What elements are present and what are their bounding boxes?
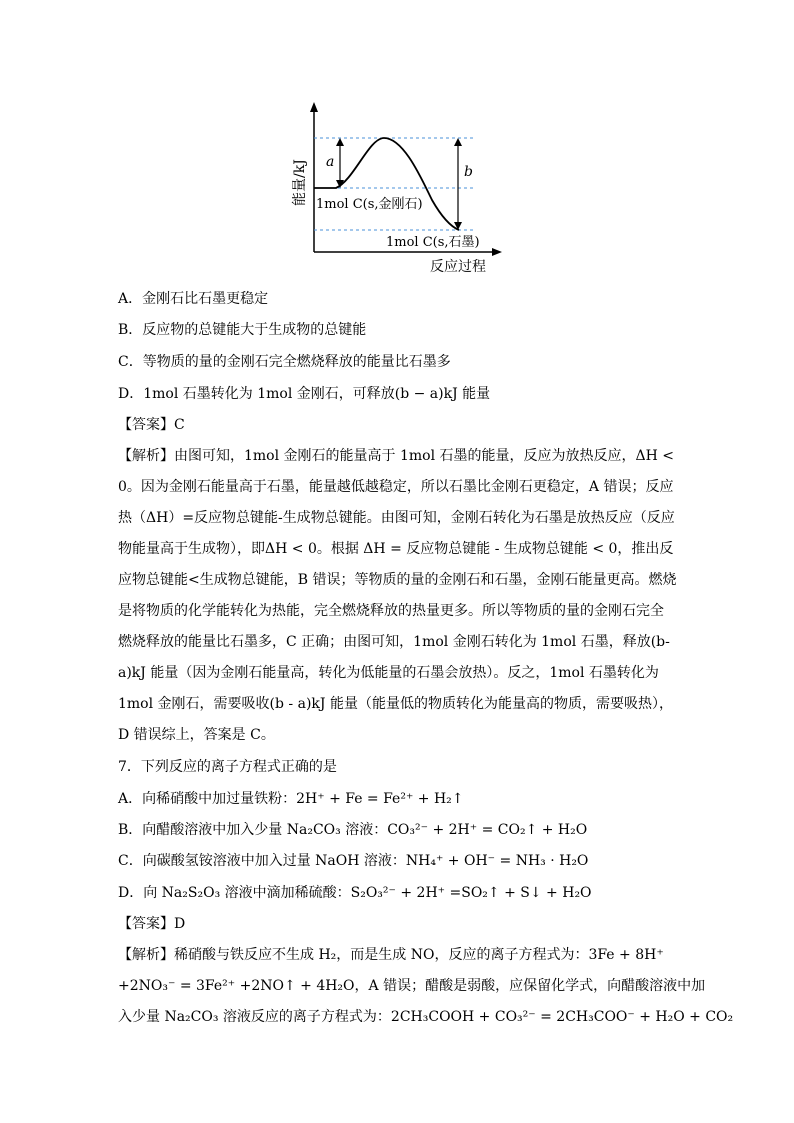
analysis-line: 物能量高于生成物），即ΔH < 0。根据 ΔH = 反应物总键能 - 生成物总键能 < 0，推出反 bbox=[118, 541, 674, 557]
arrow-b-head-top bbox=[454, 138, 462, 146]
reaction-curve bbox=[314, 138, 459, 230]
analysis-line: 热（ΔH）=反应物总键能-生成物总键能。由图可知，金刚石转化为石墨是放热反应（反应 bbox=[118, 510, 675, 526]
label-reactant: 1mol C(s,金刚石) bbox=[316, 197, 423, 212]
option-d: D．1mol 石墨转化为 1mol 金刚石，可释放(b − a)kJ 能量 bbox=[118, 386, 491, 402]
analysis-line: 【解析】由图可知，1mol 金刚石的能量高于 1mol 石墨的能量，反应为放热反应，ΔH < bbox=[118, 448, 675, 464]
x-axis-arrow bbox=[492, 248, 502, 256]
q7-option-a: A．向稀硝酸中加过量铁粉：2H⁺ + Fe = Fe²⁺ + H₂↑ bbox=[118, 791, 464, 807]
question-7-stem: 7．下列反应的离子方程式正确的是 bbox=[118, 759, 337, 775]
analysis-line: a)kJ 能量（因为金刚石能量高，转化为低能量的石墨会放热）。反之，1mol 石墨转化为 bbox=[118, 665, 659, 681]
q7-option-b: B．向醋酸溶液中加入少量 Na₂CO₃ 溶液：CO₃²⁻ + 2H⁺ = CO₂↑ + H₂O bbox=[118, 822, 588, 838]
analysis-line: 应物总键能<生成物总键能，B 错误；等物质的量的金刚石和石墨，金刚石能量更高。燃烧 bbox=[118, 572, 677, 588]
y-axis-label: 能量/kJ bbox=[292, 159, 308, 206]
analysis-line: 燃烧释放的能量比石墨多，C 正确；由图可知，1mol 金刚石转化为 1mol 石墨，释放(b- bbox=[118, 634, 670, 650]
analysis-line: 0。因为金刚石能量高于石墨，能量越低越稳定，所以石墨比金刚石更稳定，A 错误；反应 bbox=[118, 479, 674, 495]
option-b: B．反应物的总键能大于生成物的总键能 bbox=[118, 322, 367, 338]
q7-option-c: C．向碳酸氢铵溶液中加入过量 NaOH 溶液：NH₄⁺ + OH⁻ = NH₃ · H₂O bbox=[118, 853, 589, 869]
arrow-a-head-top bbox=[336, 138, 344, 146]
analysis-line: D 错误综上，答案是 C。 bbox=[118, 727, 275, 743]
energy-diagram bbox=[284, 100, 520, 280]
option-a: A．金刚石比石墨更稳定 bbox=[118, 291, 269, 307]
label-a: a bbox=[326, 154, 335, 170]
q7-option-d: D．向 Na₂S₂O₃ 溶液中滴加稀硫酸：S₂O₃²⁻ + 2H⁺ =SO₂↑ + S↓ + H₂O bbox=[118, 885, 592, 901]
answer-label: 【答案】C bbox=[118, 417, 185, 433]
energy-diagram-svg bbox=[284, 100, 520, 280]
analysis-line: 入少量 Na₂CO₃ 溶液反应的离子方程式为：2CH₃COOH + CO₃²⁻ = 2CH₃COO⁻ + H₂O + CO₂ bbox=[118, 1009, 734, 1025]
answer-label: 【答案】D bbox=[118, 916, 186, 932]
analysis-line: 【解析】稀硝酸与铁反应不生成 H₂，而是生成 NO，反应的离子方程式为：3Fe + 8H⁺ bbox=[118, 947, 664, 963]
y-axis-arrow bbox=[310, 102, 318, 112]
label-b: b bbox=[464, 164, 473, 180]
option-c: C．等物质的量的金刚石完全燃烧释放的能量比石墨多 bbox=[118, 354, 451, 370]
analysis-line: 1mol 金刚石，需要吸收(b - a)kJ 能量（能量低的物质转化为能量高的物质，需要吸热）， bbox=[118, 696, 673, 712]
label-product: 1mol C(s,石墨) bbox=[386, 235, 480, 250]
x-axis-label: 反应过程 bbox=[430, 259, 486, 275]
analysis-line: 是将物质的化学能转化为热能，完全燃烧释放的热量更多。所以等物质的量的金刚石完全 bbox=[118, 603, 664, 619]
analysis-line: +2NO₃⁻ = 3Fe²⁺ +2NO↑ + 4H₂O，A 错误；醋酸是弱酸，应保留化学式，向醋酸溶液中加 bbox=[118, 978, 706, 994]
